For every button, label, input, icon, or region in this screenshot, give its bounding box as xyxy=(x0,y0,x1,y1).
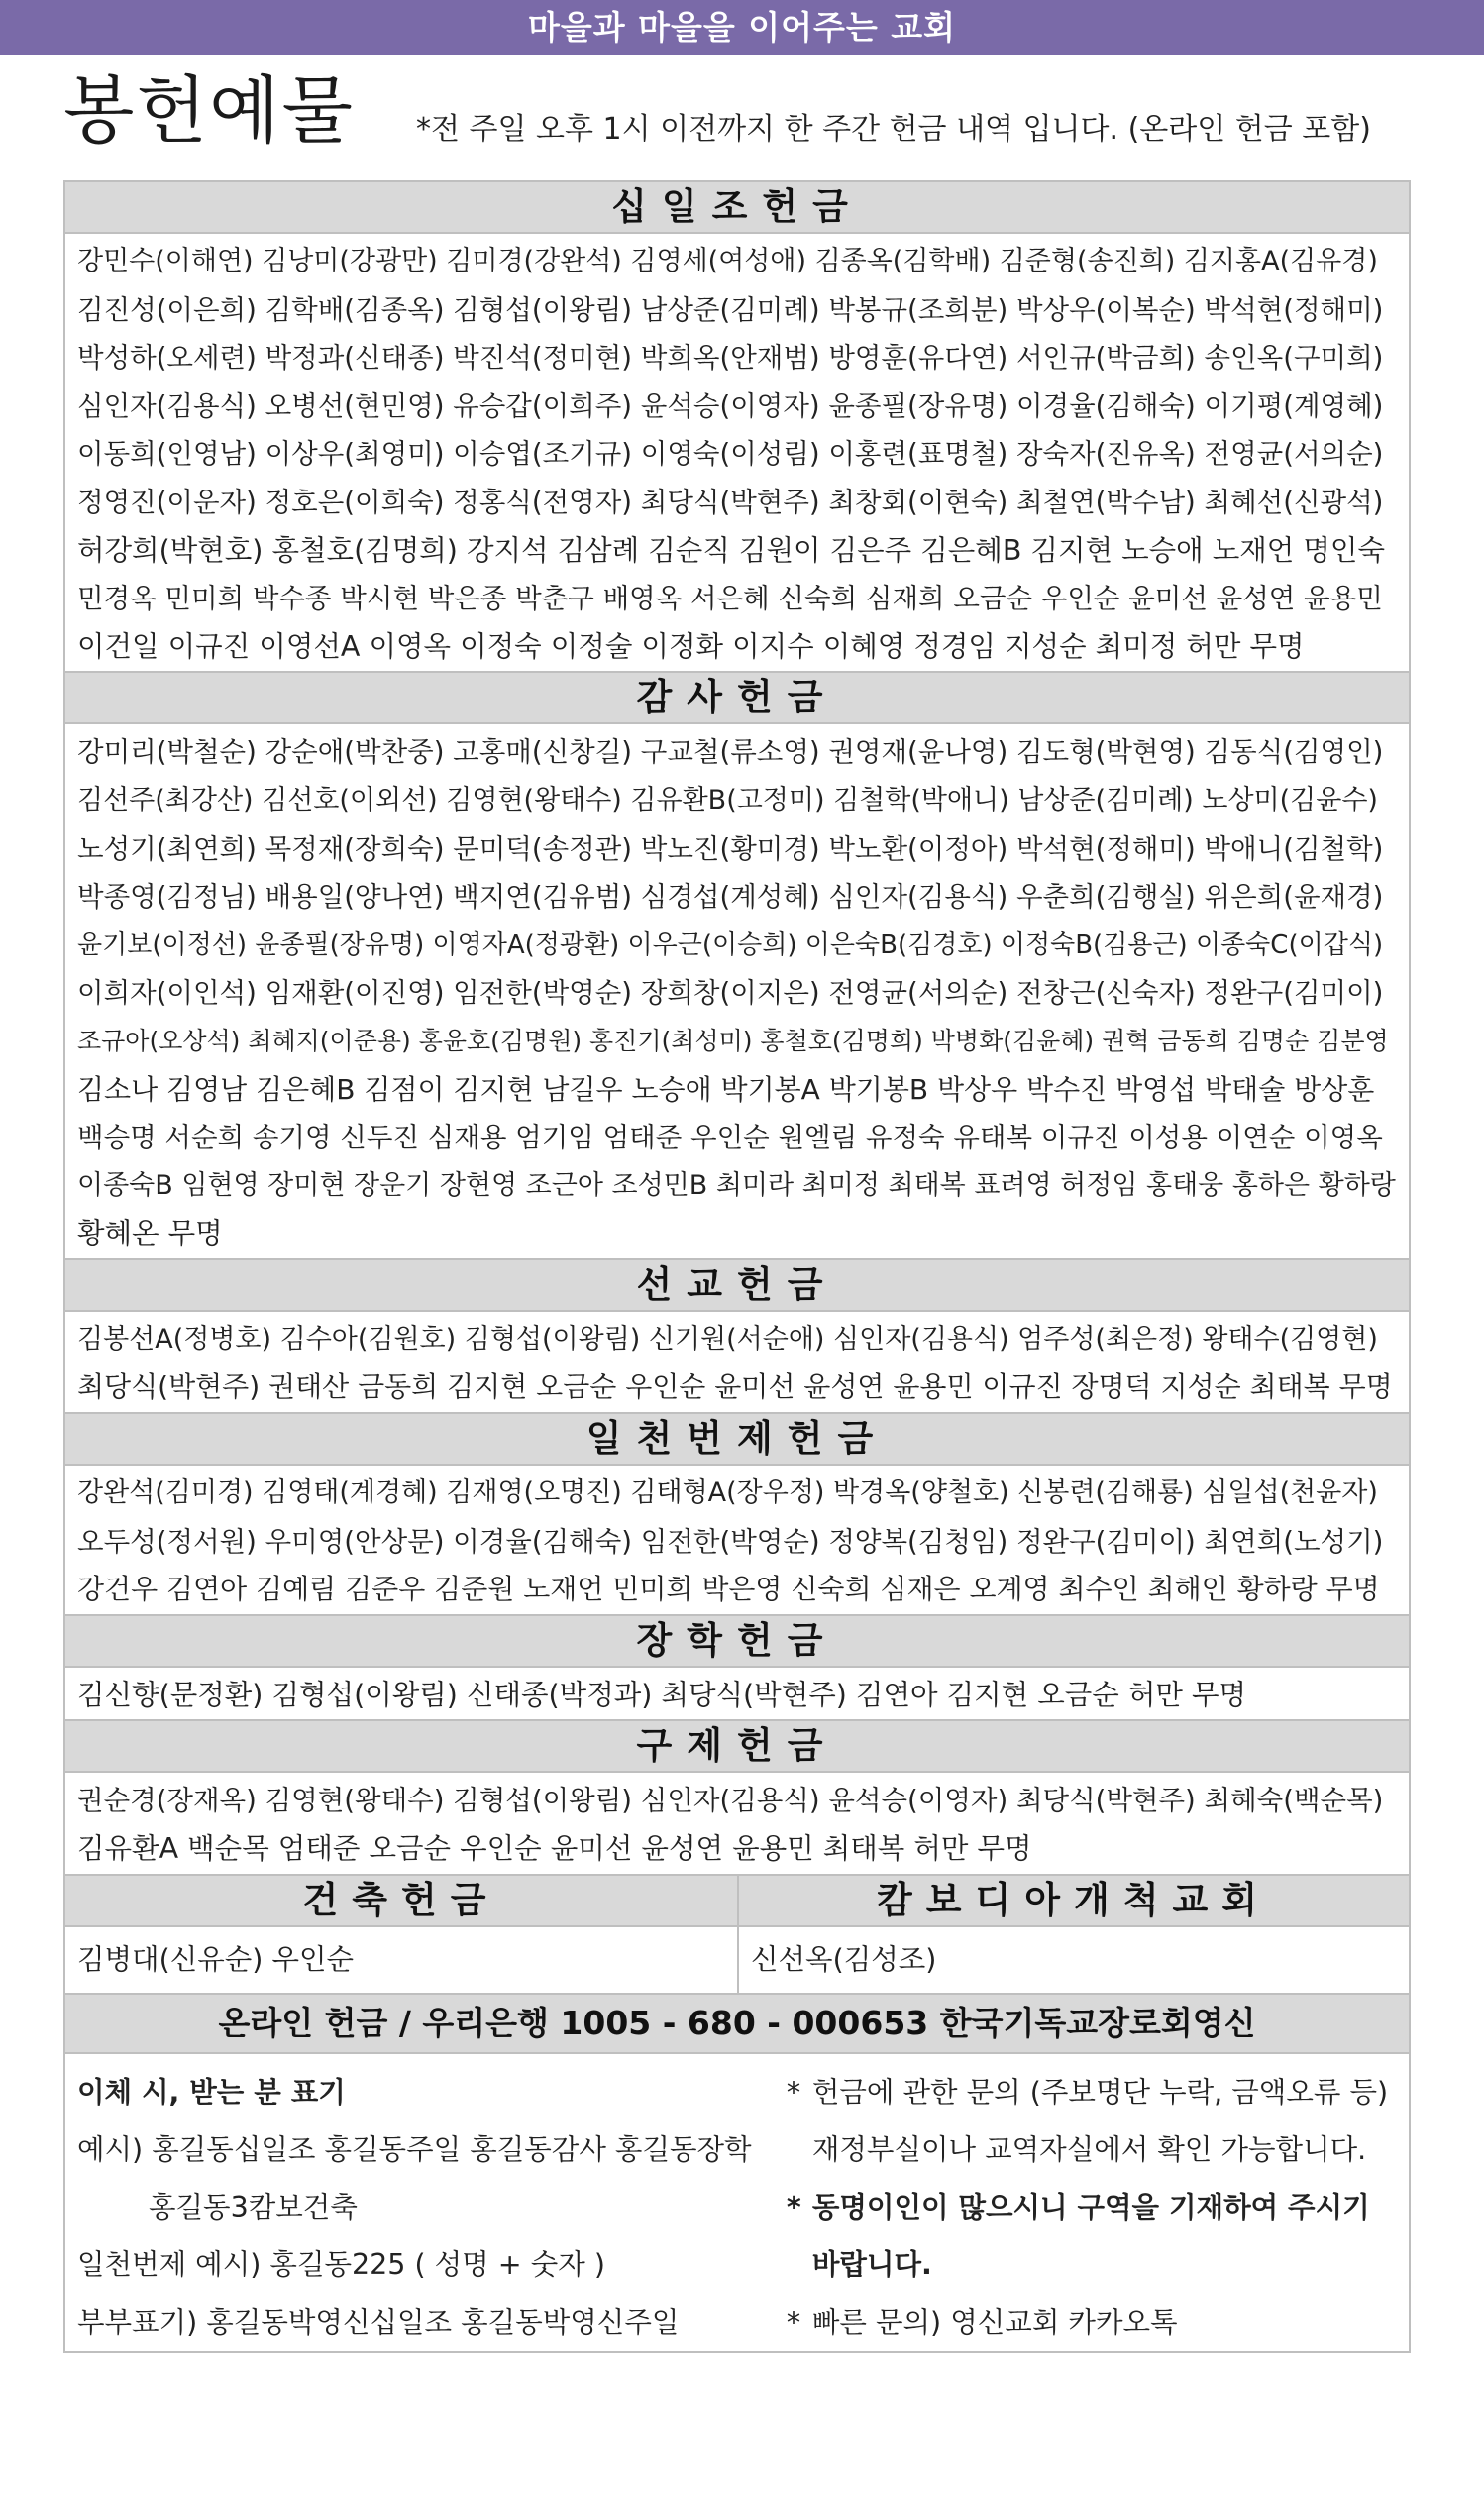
note-item xyxy=(787,2064,1409,2122)
name-line: 권순경(장재옥) 김영현(왕태수) 김형섭(이왕림) 심인자(김용식) 윤석승(이영자) 최당식(박현주) 최혜숙(백순목) xyxy=(77,1785,1384,1817)
name-line: 이종숙B 임현영 장미현 장운기 장현영 조근아 조성민B 최미라 최미정 최태복 표려영 허정임 홍태웅 홍하은 황하랑 xyxy=(77,1169,1396,1201)
section-body-relief xyxy=(65,1771,1409,1873)
cambodia-church xyxy=(737,1876,1409,1993)
name-line: 김신향(문정환) 김형섭(이왕림) 신태종(박정과) 최당식(박현주) 김연아 김지현 오금순 허만 무명 xyxy=(77,1678,1247,1711)
section-body-thanksgiving xyxy=(65,722,1409,1258)
name-line: 허강희(박현호) 홍철호(김명희) 강지석 김삼례 김순직 김원이 김은주 김은혜B 김지현 노승애 노재언 명인숙 xyxy=(77,533,1385,567)
name-line: 정영진(이운자) 정호은(이희숙) 정홍식(전영자) 최당식(박현주) 최창회(이현숙) 최철연(박수남) 최혜선(신광석) xyxy=(77,486,1384,518)
name-line: 강완석(김미경) 김영태(계경혜) 김재영(오명진) 김태형A(장우정) 박경옥(양철호) 신봉련(김해룡) 심일섭(천윤자) xyxy=(77,1477,1378,1509)
section-heading-thanksgiving: 감사헌금 xyxy=(65,671,1409,722)
name-line: 오두성(정서원) 우미영(안상문) 이경율(김해숙) 임전한(박영순) 정양복(김청임) 정완구(김미이) 최연희(노성기) xyxy=(77,1525,1384,1558)
section-heading-thousand-offering: 일천번제헌금 xyxy=(65,1412,1409,1464)
offering-table xyxy=(63,180,1411,2353)
name-line: 강건우 김연아 김예림 김준우 김준원 노재언 민미희 박은영 신숙희 심재은 오계영 최수인 최해인 황하랑 무명 xyxy=(77,1573,1380,1606)
asterisk-mark: * xyxy=(786,2190,801,2224)
section-heading-building: 건축헌금 xyxy=(65,1876,737,1925)
split-sections xyxy=(65,1874,1409,1993)
section-heading-cambodia: 캄보디아개척교회 xyxy=(739,1876,1409,1925)
page-subtitle: *전 주일 오후 1시 이전까지 한 주간 헌금 내역 입니다. (온라인 헌금 포함) xyxy=(416,112,1371,147)
section-body-building: 김병대(신유순) 우인순 xyxy=(65,1925,737,1993)
section-body-scholarship xyxy=(65,1666,1409,1720)
name-line: 김유환A 백순목 엄태준 오금순 우인순 윤미선 윤성연 윤용민 최태복 허만 무명 xyxy=(77,1832,1032,1866)
section-heading-mission: 선교헌금 xyxy=(65,1258,1409,1310)
note-item xyxy=(787,2294,1409,2351)
note-text: 헌금에 관한 문의 (주보명단 누락, 금액오류 등) xyxy=(811,2075,1389,2109)
name-line: 윤기보(이정선) 윤종필(장유명) 이영자A(정광환) 이우근(이승희) 이은숙B(김경호) 이정숙B(김용근) 이종숙C(이갑식) xyxy=(77,929,1384,960)
name-line: 김선주(최강산) 김선호(이외선) 김영현(왕태수) 김유환B(고정미) 김철학(박애니) 남상준(김미례) 노상미(김윤수) xyxy=(77,784,1378,816)
name-line: 최당식(박현주) 권태산 금동희 김지현 오금순 우인순 윤미선 윤성연 윤용민 이규진 장명덕 지성순 최태복 무명 xyxy=(77,1370,1393,1404)
name-line: 심인자(김용식) 오병선(현민영) 유승갑(이희주) 윤석승(이영자) 윤종필(장유명) 이경율(김해숙) 이기평(계영혜) xyxy=(77,389,1384,422)
note-line: 홍길동3캄보건축 xyxy=(149,2190,358,2224)
name-line: 백승명 서순희 송기영 신두진 심재용 엄기임 엄태준 우인순 원엘림 유정숙 유태복 이규진 이성용 이연순 이영옥 xyxy=(77,1122,1383,1154)
note-line: 바랍니다. xyxy=(811,2247,932,2281)
transfer-notes xyxy=(65,2052,1409,2351)
note-line: 부부표기) 홍길동박영신십일조 홍길동박영신주일 xyxy=(77,2305,680,2339)
building-offering xyxy=(65,1876,737,1993)
section-body-cambodia: 신선옥(김성조) xyxy=(739,1925,1409,1993)
section-heading-relief: 구제헌금 xyxy=(65,1719,1409,1771)
notes-left xyxy=(65,2054,787,2351)
section-heading-tithe: 십일조헌금 xyxy=(65,182,1409,232)
name-line: 박종영(김정님) 배용일(양나연) 백지연(김유범) 심경섭(계성혜) 심인자(김용식) 우춘희(김행실) 위은희(윤재경) xyxy=(77,881,1384,914)
online-offering-account: 온라인 헌금 / 우리은행 1005 - 680 - 000653 한국기독교장로회영신 xyxy=(65,1993,1409,2052)
name-line: 김봉선A(정병호) 김수아(김원호) 김형섭(이왕림) 신기원(서순애) 심인자(김용식) 엄주성(최은정) 왕태수(김영현) xyxy=(77,1323,1378,1355)
page-title: 봉헌예물 xyxy=(63,68,355,154)
name-line: 노성기(최연희) 목정재(장희숙) 문미덕(송정관) 박노진(황미경) 박노환(이정아) 박석현(정해미) 박애니(김철학) xyxy=(77,832,1384,865)
section-body-mission xyxy=(65,1310,1409,1412)
name-line: 김소나 김영남 김은혜B 김점이 김지현 남길우 노승애 박기봉A 박기봉B 박상우 박수진 박영섭 박태술 방상훈 xyxy=(77,1072,1375,1106)
section-heading-scholarship: 장학헌금 xyxy=(65,1614,1409,1666)
name-line: 이건일 이규진 이영선A 이영옥 이정숙 이정술 이정화 이지수 이혜영 정경임 지성순 최미정 허만 무명 xyxy=(77,629,1305,663)
notes-right xyxy=(787,2054,1409,2351)
name-line: 조규아(오상석) 최혜지(이준용) 홍윤호(김명원) 홍진기(최성미) 홍철호(김명희) 박병화(김윤혜) 권혁 금동희 김명순 김분영 xyxy=(77,1026,1389,1055)
note-line: 재정부실이나 교역자실에서 확인 가능합니다. xyxy=(811,2132,1367,2166)
name-line: 박성하(오세련) 박정과(신태종) 박진석(정미현) 박희옥(안재범) 방영훈(유다연) 서인규(박금희) 송인옥(구미희) xyxy=(77,342,1384,375)
name-line: 민경옥 민미희 박수종 박시현 박은종 박춘구 배영옥 서은혜 신숙희 심재희 오금순 우인순 윤미선 윤성연 윤용민 xyxy=(77,583,1383,615)
note-item xyxy=(787,2179,1409,2236)
note-text: 동명이인이 많으시니 구역을 기재하여 주시기 xyxy=(811,2190,1370,2224)
name-line: 이희자(이인석) 임재환(이진영) 임전한(박영순) 장희창(이지은) 전영균(서의순) 전창근(신숙자) 정완구(김미이) xyxy=(77,977,1384,1010)
note-line: 예시) 홍길동십일조 홍길동주일 홍길동감사 홍길동장학 xyxy=(77,2132,752,2166)
name-line: 강민수(이해연) 김낭미(강광만) 김미경(강완석) 김영세(여성애) 김종옥(김학배) 김준형(송진희) 김지홍A(김유경) xyxy=(77,246,1378,276)
note-heading: 이체 시, 받는 분 표기 xyxy=(77,2075,346,2109)
section-body-thousand-offering xyxy=(65,1464,1409,1614)
church-banner: 마을과 마을을 이어주는 교회 xyxy=(0,0,1484,55)
note-text: 빠른 문의) 영신교회 카카오톡 xyxy=(811,2305,1178,2339)
section-body-tithe xyxy=(65,232,1409,671)
name-line: 강미리(박철순) 강순애(박찬중) 고홍매(신창길) 구교철(류소영) 권영재(윤나영) 김도형(박현영) 김동식(김영인) xyxy=(77,736,1384,769)
name-line: 이동희(인영남) 이상우(최영미) 이승엽(조기규) 이영숙(이성림) 이홍련(표명철) 장숙자(진유옥) 전영균(서의순) xyxy=(77,438,1384,471)
note-line: 일천번제 예시) 홍길동225 ( 성명 + 숫자 ) xyxy=(77,2247,605,2281)
asterisk-mark: * xyxy=(786,2075,801,2109)
name-line: 김진성(이은희) 김학배(김종옥) 김형섭(이왕림) 남상준(김미례) 박봉규(조희분) 박상우(이복순) 박석현(정해미) xyxy=(77,293,1384,326)
asterisk-mark: * xyxy=(786,2305,801,2339)
name-line: 황혜온 무명 xyxy=(77,1217,223,1251)
